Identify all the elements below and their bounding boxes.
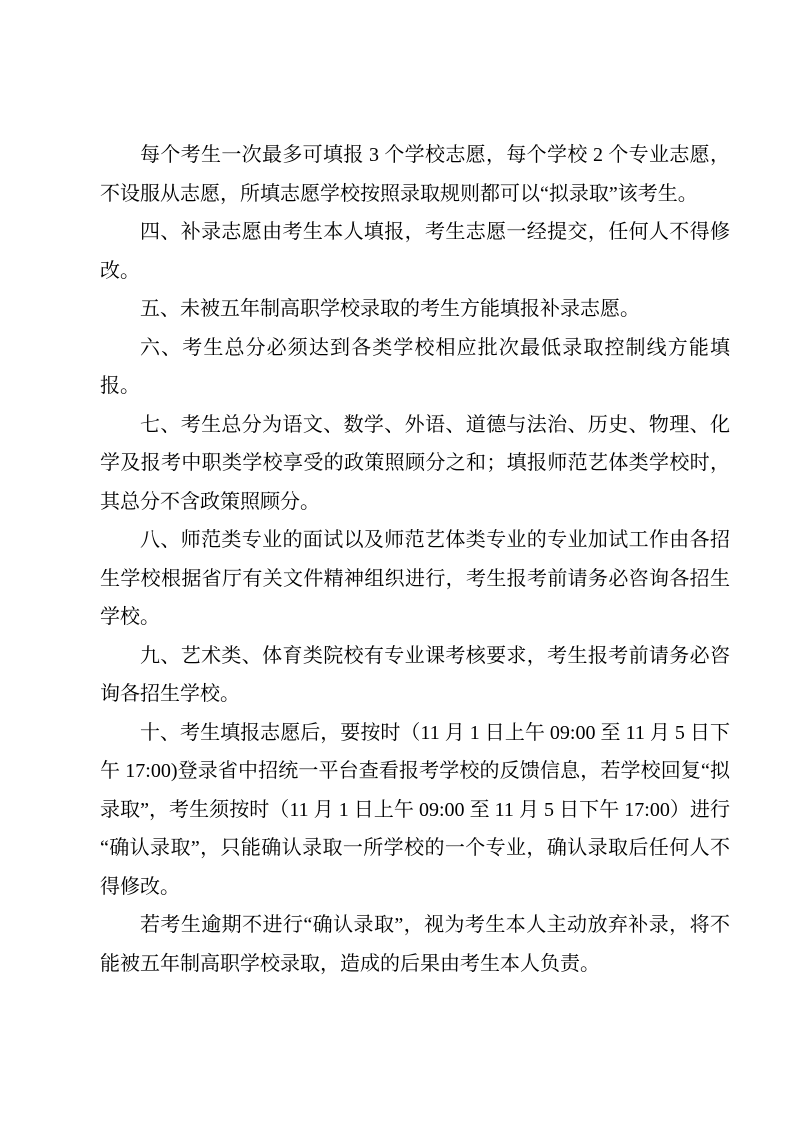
paragraph-item-10: 十、考生填报志愿后，要按时（11 月 1 日上午 09:00 至 11 月 5 日下午 17:00)登录省中招统一平台查看报考学校的反馈信息，若学校回复“拟录取”，考生须按时（11 月 1 日上午 09:00 至 11 月 5 日下午 17:00）进行“确认录取”，只能确认录取一所学校的一个专业，确认录取后任何人不得修改。 (100, 721, 730, 898)
paragraph-overdue-notice: 若考生逾期不进行“确认录取”，视为考生本人主动放弃补录，将不能被五年制高职学校录取，造成的后果由考生本人负责。 (100, 914, 730, 975)
paragraph-item-7: 七、考生总分为语文、数学、外语、道德与法治、历史、物理、化学及报考中职类学校享受的政策照顾分之和；填报师范艺体类学校时，其总分不含政策照顾分。 (100, 413, 730, 513)
paragraph-intro-school-choices: 每个考生一次最多可填报 3 个学校志愿，每个学校 2 个专业志愿，不设服从志愿，所填志愿学校按照录取规则都可以“拟录取”该考生。 (100, 144, 730, 205)
paragraph-item-4: 四、补录志愿由考生本人填报，考生志愿一经提交，任何人不得修改。 (100, 221, 730, 282)
paragraph-item-8: 八、师范类专业的面试以及师范艺体类专业的专业加试工作由各招生学校根据省厅有关文件精神组织进行，考生报考前请务必咨询各招生学校。 (100, 529, 730, 628)
paragraph-item-5: 五、未被五年制高职学校录取的考生方能填报补录志愿。 (140, 298, 640, 320)
document-body (100, 136, 730, 983)
paragraph-item-9: 九、艺术类、体育类院校有专业课考核要求，考生报考前请务必咨询各招生学校。 (100, 644, 730, 705)
paragraph-item-6: 六、考生总分必须达到各类学校相应批次最低录取控制线方能填报。 (100, 336, 730, 397)
